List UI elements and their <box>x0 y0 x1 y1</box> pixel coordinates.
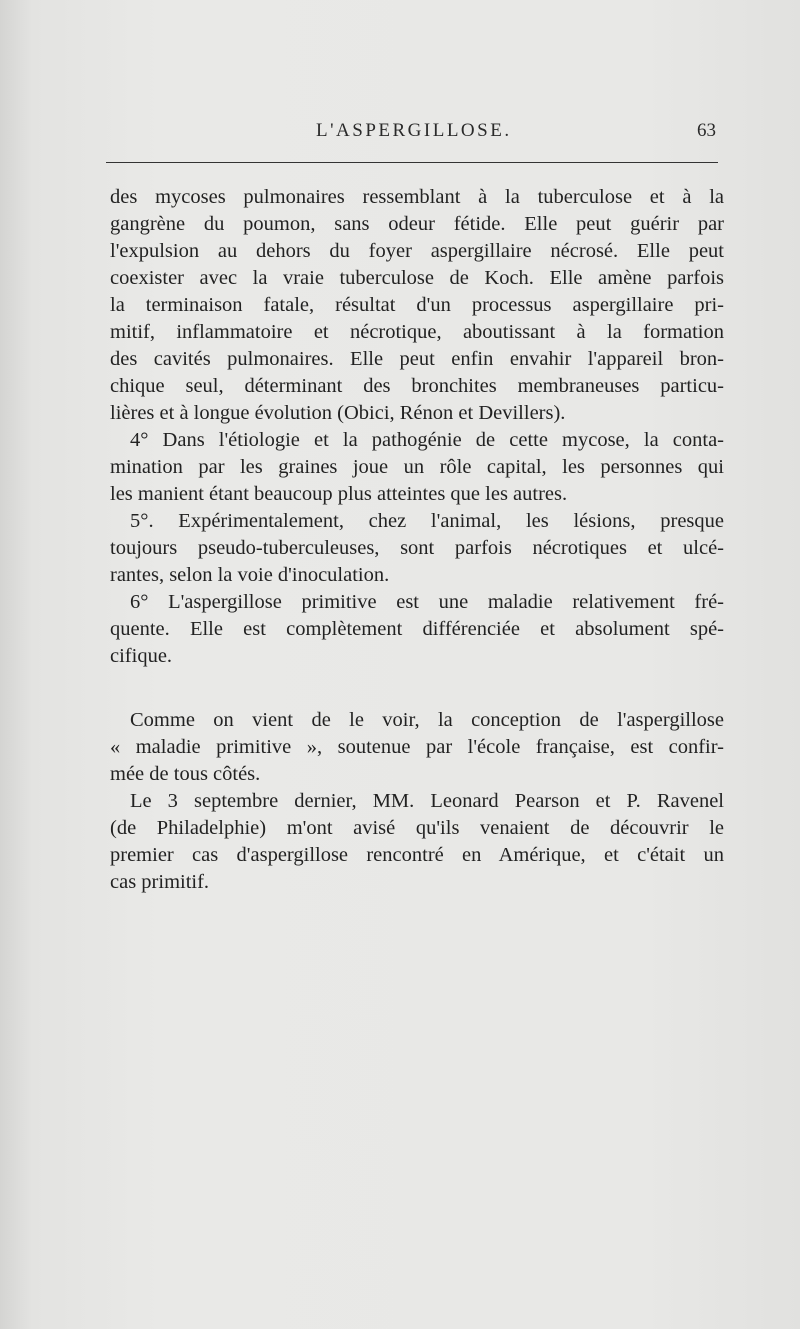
paragraph-gap <box>110 670 724 707</box>
text-line: (de Philadelphie) m'ont avisé qu'ils venaient de découvrir le <box>110 817 724 839</box>
text-line: cifique. <box>110 645 173 667</box>
header-rule <box>106 162 718 163</box>
text-line: premier cas d'aspergillose rencontré en Amérique, et c'était un <box>110 844 724 866</box>
paragraph-america <box>110 788 724 896</box>
text-line: gangrène du poumon, sans odeur fétide. Elle peut guérir par <box>110 213 724 235</box>
text-line: les manient étant beaucoup plus atteintes que les autres. <box>110 483 568 505</box>
body-text <box>110 184 724 896</box>
text-line: 6° L'aspergillose primitive est une maladie relativement fré- <box>130 591 724 613</box>
text-line: chique seul, déterminant des bronchites membraneuses particu- <box>110 375 724 397</box>
text-line: Comme on vient de le voir, la conception de l'aspergillose <box>130 709 724 731</box>
text-line: l'expulsion au dehors du foyer aspergillaire nécrosé. Elle peut <box>110 240 724 262</box>
paragraph-continuation <box>110 184 724 427</box>
paragraph-point-4 <box>110 427 724 508</box>
text-line: mitif, inflammatoire et nécrotique, aboutissant à la formation <box>110 321 724 343</box>
text-line: « maladie primitive », soutenue par l'école française, est confir- <box>110 736 724 758</box>
text-line: rantes, selon la voie d'inoculation. <box>110 564 390 586</box>
paragraph-point-6 <box>110 589 724 670</box>
paragraph-conception <box>110 707 724 788</box>
text-line: la terminaison fatale, résultat d'un processus aspergillaire pri- <box>110 294 724 316</box>
text-line: 4° Dans l'étiologie et la pathogénie de cette mycose, la conta- <box>130 429 724 451</box>
text-line: toujours pseudo-tuberculeuses, sont parfois nécrotiques et ulcé- <box>110 537 724 559</box>
text-line: mée de tous côtés. <box>110 763 261 785</box>
text-line: cas primitif. <box>110 871 210 893</box>
paragraph-point-5 <box>110 508 724 589</box>
text-line: lières et à longue évolution (Obici, Rénon et Devillers). <box>110 402 566 424</box>
page-number: 63 <box>697 120 716 141</box>
page-header <box>108 120 720 150</box>
text-line: coexister avec la vraie tuberculose de Koch. Elle amène parfois <box>110 267 724 289</box>
text-line: mination par les graines joue un rôle capital, les personnes qui <box>110 456 724 478</box>
text-line: 5°. Expérimentalement, chez l'animal, les lésions, presque <box>130 510 724 532</box>
text-line: des mycoses pulmonaires ressemblant à la tuberculose et à la <box>110 186 724 208</box>
text-line: quente. Elle est complètement différenciée et absolument spé- <box>110 618 724 640</box>
text-line: Le 3 septembre dernier, MM. Leonard Pearson et P. Ravenel <box>130 790 724 812</box>
running-head: L'ASPERGILLOSE. <box>316 120 512 141</box>
text-line: des cavités pulmonaires. Elle peut enfin envahir l'appareil bron- <box>110 348 724 370</box>
